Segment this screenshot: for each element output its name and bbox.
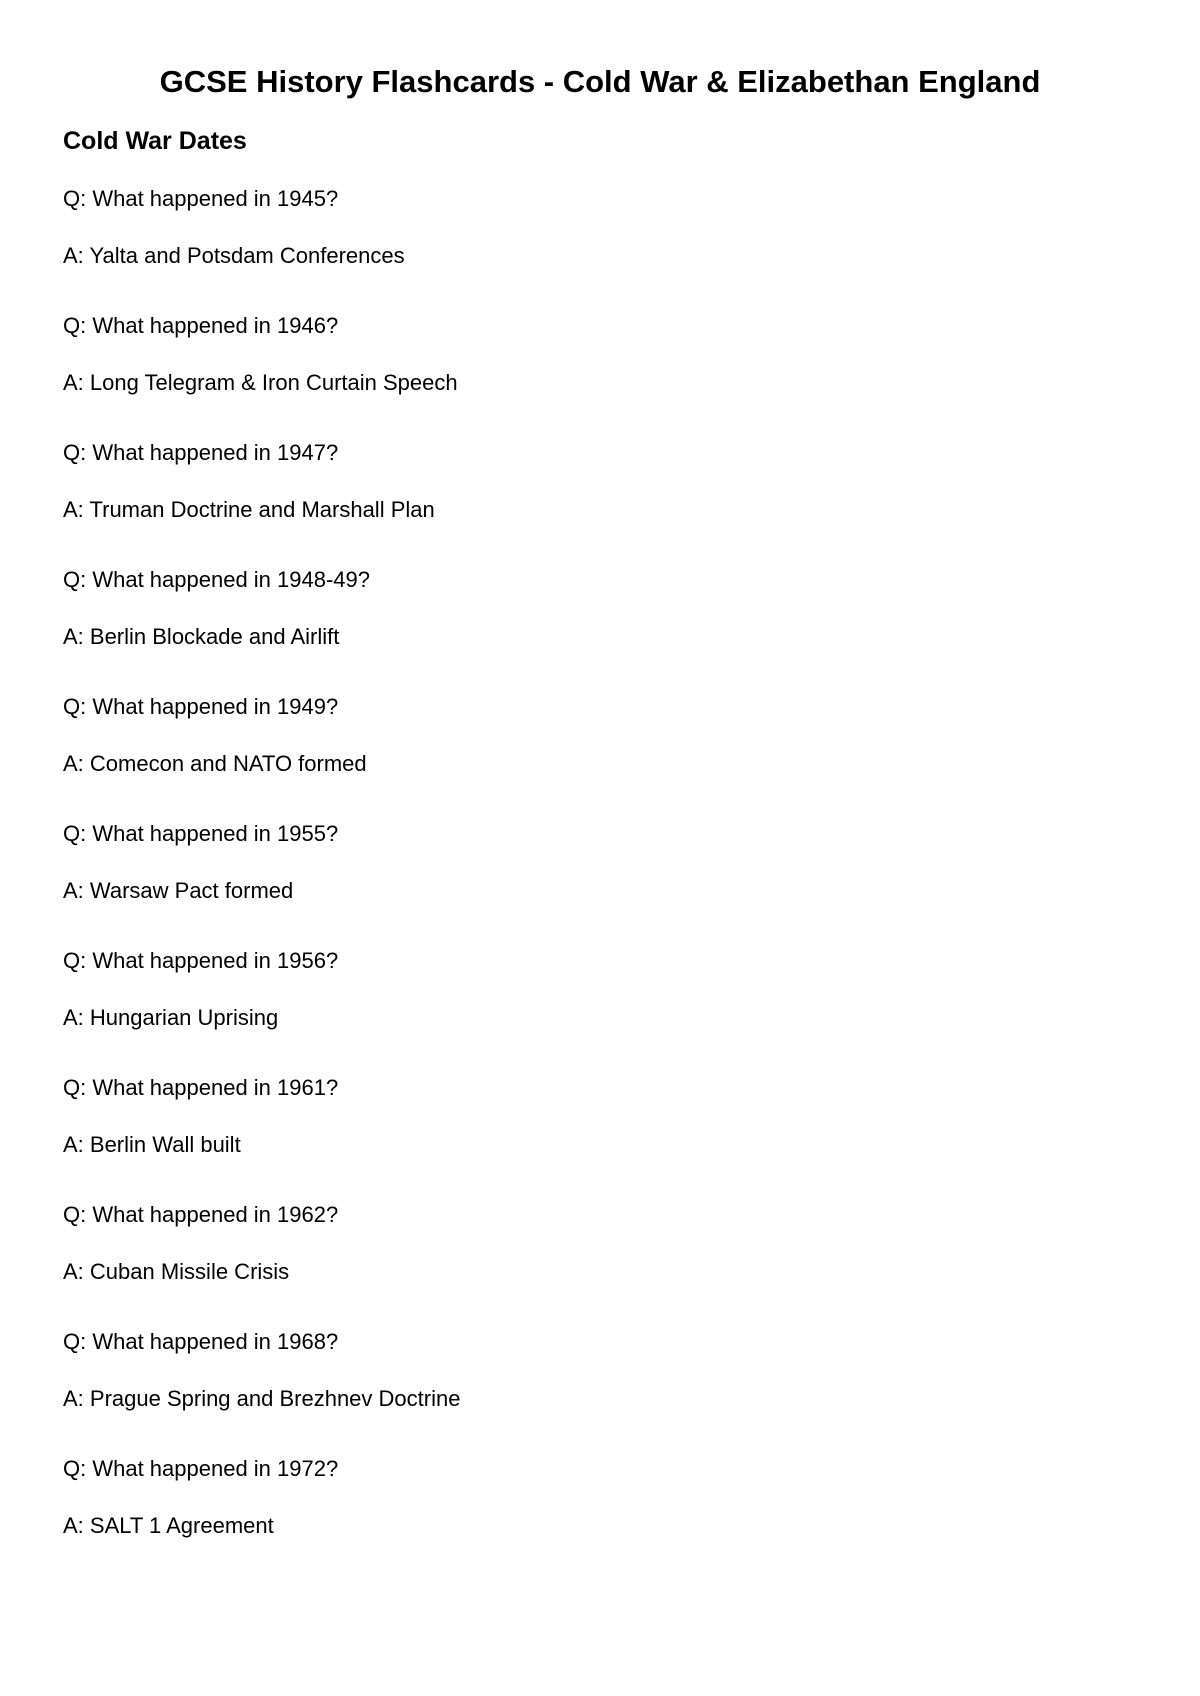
flashcard-answer: A: Yalta and Potsdam Conferences: [63, 243, 405, 268]
flashcard-1947: [63, 438, 1143, 565]
flashcard-question: Q: What happened in 1968?: [63, 1329, 339, 1354]
flashcard-answer: A: Long Telegram & Iron Curtain Speech: [63, 370, 458, 395]
flashcard-question: Q: What happened in 1972?: [63, 1456, 339, 1481]
flashcard-question: Q: What happened in 1955?: [63, 821, 339, 846]
flashcard-1968: [63, 1327, 1143, 1454]
flashcard-1949: [63, 692, 1143, 819]
flashcard-1972: [63, 1454, 1143, 1581]
flashcard-question: Q: What happened in 1946?: [63, 313, 339, 338]
flashcard-answer: A: Cuban Missile Crisis: [63, 1259, 290, 1284]
flashcard-1962: [63, 1200, 1143, 1327]
flashcard-question: Q: What happened in 1961?: [63, 1075, 339, 1100]
flashcard-question: Q: What happened in 1948-49?: [63, 567, 371, 592]
flashcard-1948-49: [63, 565, 1143, 692]
flashcard-question: Q: What happened in 1947?: [63, 440, 339, 465]
flashcard-question: Q: What happened in 1962?: [63, 1202, 339, 1227]
flashcard-list: [63, 184, 1143, 1581]
flashcard-question: Q: What happened in 1945?: [63, 186, 339, 211]
section-heading-cold-war-dates: Cold War Dates: [63, 127, 247, 155]
flashcard-1945: [63, 184, 1143, 311]
flashcard-question: Q: What happened in 1956?: [63, 948, 339, 973]
flashcard-1946: [63, 311, 1143, 438]
flashcard-answer: A: Warsaw Pact formed: [63, 878, 294, 903]
flashcard-answer: A: SALT 1 Agreement: [63, 1513, 274, 1538]
flashcard-answer: A: Hungarian Uprising: [63, 1005, 279, 1030]
flashcard-answer: A: Prague Spring and Brezhnev Doctrine: [63, 1386, 461, 1411]
document-title: GCSE History Flashcards - Cold War & Elizabethan England: [159, 64, 1041, 99]
flashcard-answer: A: Berlin Wall built: [63, 1132, 241, 1157]
flashcard-question: Q: What happened in 1949?: [63, 694, 339, 719]
flashcard-1956: [63, 946, 1143, 1073]
flashcard-1955: [63, 819, 1143, 946]
flashcard-answer: A: Comecon and NATO formed: [63, 751, 367, 776]
flashcard-answer: A: Truman Doctrine and Marshall Plan: [63, 497, 435, 522]
flashcard-answer: A: Berlin Blockade and Airlift: [63, 624, 340, 649]
flashcard-1961: [63, 1073, 1143, 1200]
